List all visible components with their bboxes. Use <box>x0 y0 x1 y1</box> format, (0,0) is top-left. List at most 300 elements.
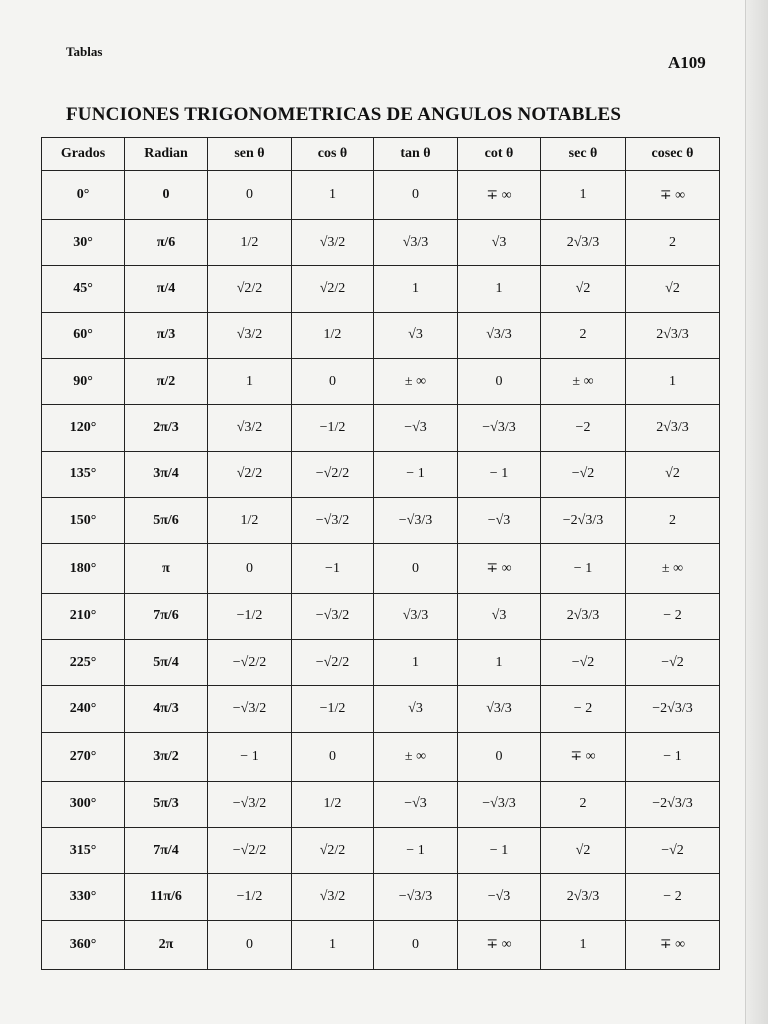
table-row <box>42 732 720 781</box>
cell-value: −√2/2 <box>315 466 350 482</box>
cell-radian <box>125 220 208 266</box>
cell-value: √2 <box>575 842 591 858</box>
table-row <box>42 220 720 266</box>
cell-value: √2 <box>665 466 680 482</box>
cell-tan <box>374 639 458 685</box>
cell-grados <box>42 266 125 312</box>
cell-cosec <box>626 451 720 497</box>
cell-value: −√2/2 <box>315 654 350 670</box>
cell-grados <box>42 359 125 405</box>
cell-value: ∓ ∞ <box>659 937 686 953</box>
cell-value: √2 <box>665 281 680 297</box>
cell-value: 1 <box>329 187 336 203</box>
cell-cosec <box>626 920 720 969</box>
cell-radian <box>125 639 208 685</box>
cell-value: 0 <box>246 187 253 203</box>
header-grados: Grados <box>42 138 125 171</box>
cell-grados <box>42 781 125 827</box>
cell-cot <box>458 920 541 969</box>
cell-value: − 1 <box>406 842 425 858</box>
cell-tan <box>374 405 458 451</box>
cell-grados <box>42 451 125 497</box>
cell-value: −√3/3 <box>398 512 433 528</box>
cell-radian <box>125 686 208 732</box>
table-row <box>42 593 720 639</box>
cell-value: − 2 <box>663 608 682 624</box>
cell-sen <box>208 686 292 732</box>
cell-value: π/2 <box>156 373 176 389</box>
cell-value: −√3 <box>404 796 427 812</box>
table-row <box>42 544 720 593</box>
cell-grados <box>42 874 125 920</box>
cell-radian <box>125 498 208 544</box>
cell-value: 5π/3 <box>153 796 179 812</box>
cell-value: 0 <box>495 373 503 389</box>
table-row <box>42 451 720 497</box>
cell-grados <box>42 498 125 544</box>
cell-sec <box>541 312 626 358</box>
cell-grados <box>42 171 125 220</box>
table-row <box>42 828 720 874</box>
cell-tan <box>374 686 458 732</box>
cell-value: −√3 <box>404 420 427 436</box>
table-row <box>42 312 720 358</box>
cell-cosec <box>626 732 720 781</box>
cell-cosec <box>626 171 720 220</box>
cell-radian <box>125 828 208 874</box>
cell-value: 2√3/3 <box>566 234 600 250</box>
cell-sen <box>208 732 292 781</box>
cell-sen <box>208 498 292 544</box>
cell-sec <box>541 828 626 874</box>
cell-grados <box>42 639 125 685</box>
cell-value: ∓ ∞ <box>570 749 596 765</box>
cell-cosec <box>626 405 720 451</box>
cell-value: √3/2 <box>319 889 346 905</box>
cell-value: √2 <box>575 281 591 297</box>
cell-cot <box>458 686 541 732</box>
cell-sec <box>541 874 626 920</box>
cell-value: −1/2 <box>319 420 346 436</box>
cell-grados <box>42 593 125 639</box>
cell-value: −1/2 <box>236 608 263 624</box>
cell-tan <box>374 312 458 358</box>
cell-value: 0 <box>495 748 503 764</box>
cell-tan <box>374 593 458 639</box>
cell-value: 1 <box>246 373 253 389</box>
cell-value: 360° <box>69 936 97 952</box>
table-row <box>42 498 720 544</box>
cell-cosec <box>626 828 720 874</box>
cell-grados <box>42 220 125 266</box>
cell-sen <box>208 405 292 451</box>
header-radian: Radian <box>125 138 208 171</box>
cell-value: 0 <box>246 936 253 952</box>
page-title: FUNCIONES TRIGONOMETRICAS DE ANGULOS NOTABLES <box>66 104 622 125</box>
cell-value: 210° <box>69 608 97 624</box>
cell-cos <box>292 593 374 639</box>
cell-value: 330° <box>69 889 97 905</box>
cell-radian <box>125 171 208 220</box>
cell-cot <box>458 874 541 920</box>
cell-cos <box>292 171 374 220</box>
cell-value: √3/2 <box>236 327 263 343</box>
cell-value: −√2 <box>661 842 684 858</box>
cell-value: −√3/3 <box>482 796 516 812</box>
cell-sec <box>541 781 626 827</box>
cell-value: 1 <box>495 281 503 297</box>
cell-tan <box>374 544 458 593</box>
table-row <box>42 920 720 969</box>
cell-tan <box>374 220 458 266</box>
cell-value: 270° <box>69 748 97 764</box>
cell-value: 3π/4 <box>153 466 179 482</box>
cell-cos <box>292 266 374 312</box>
cell-cot <box>458 781 541 827</box>
cell-value: 7π/6 <box>153 608 179 624</box>
cell-cot <box>458 405 541 451</box>
cell-value: 0 <box>246 560 253 576</box>
cell-cot <box>458 312 541 358</box>
cell-cos <box>292 639 374 685</box>
cell-value: 60° <box>73 327 93 343</box>
cell-value: −2 <box>575 420 591 436</box>
cell-value: 4π/3 <box>153 700 179 716</box>
cell-cos <box>292 451 374 497</box>
cell-cos <box>292 874 374 920</box>
cell-sen <box>208 920 292 969</box>
cell-tan <box>374 874 458 920</box>
cell-radian <box>125 405 208 451</box>
cell-cot <box>458 359 541 405</box>
header-sec: sec θ <box>541 138 626 171</box>
cell-value: 2√3/3 <box>566 608 600 624</box>
cell-value: 2 <box>579 327 587 343</box>
section-label: Tablas <box>66 44 103 59</box>
cell-cot <box>458 544 541 593</box>
cell-value: 5π/6 <box>153 512 179 528</box>
cell-cosec <box>626 781 720 827</box>
cell-cos <box>292 544 374 593</box>
cell-value: 1 <box>579 187 587 203</box>
cell-value: 240° <box>69 700 97 716</box>
cell-sen <box>208 171 292 220</box>
cell-value: −√2 <box>661 654 684 670</box>
table-row <box>42 171 720 220</box>
cell-radian <box>125 451 208 497</box>
cell-value: 1/2 <box>240 512 259 528</box>
cell-value: − 1 <box>406 466 425 482</box>
cell-value: 1/2 <box>240 234 259 250</box>
cell-sen <box>208 593 292 639</box>
cell-tan <box>374 732 458 781</box>
cell-value: −1/2 <box>236 889 263 905</box>
cell-value: √3/3 <box>486 700 512 716</box>
cell-value: 180° <box>69 560 97 576</box>
cell-value: ± ∞ <box>572 373 594 389</box>
cell-cosec <box>626 593 720 639</box>
cell-cot <box>458 171 541 220</box>
cell-value: 1 <box>495 654 503 670</box>
cell-cosec <box>626 312 720 358</box>
cell-tan <box>374 451 458 497</box>
cell-value: 0 <box>412 936 419 952</box>
cell-cos <box>292 781 374 827</box>
cell-cos <box>292 498 374 544</box>
cell-sec <box>541 593 626 639</box>
cell-value: √3 <box>408 700 423 716</box>
cell-value: ∓ ∞ <box>486 187 512 203</box>
cell-sen <box>208 828 292 874</box>
cell-cot <box>458 732 541 781</box>
cell-cot <box>458 220 541 266</box>
table-row <box>42 405 720 451</box>
cell-value: √3/3 <box>402 234 429 250</box>
cell-value: −√2/2 <box>232 654 267 670</box>
cell-radian <box>125 920 208 969</box>
cell-value: π/6 <box>156 234 176 250</box>
cell-value: 90° <box>73 373 93 389</box>
page-number: A109 <box>668 53 706 72</box>
cell-sec <box>541 266 626 312</box>
cell-value: 1 <box>329 936 336 952</box>
cell-value: 1/2 <box>323 327 342 343</box>
cell-value: −√2 <box>571 654 595 670</box>
cell-sec <box>541 405 626 451</box>
cell-value: 120° <box>69 420 97 436</box>
cell-radian <box>125 781 208 827</box>
header-cos: cos θ <box>292 138 374 171</box>
cell-value: 45° <box>73 281 93 297</box>
cell-sec <box>541 498 626 544</box>
cell-sen <box>208 639 292 685</box>
cell-radian <box>125 874 208 920</box>
cell-cos <box>292 312 374 358</box>
cell-value: ∓ ∞ <box>659 187 686 203</box>
cell-value: 150° <box>69 512 97 528</box>
cell-value: √2/2 <box>319 842 346 858</box>
cell-value: 2√3/3 <box>566 889 600 905</box>
cell-value: 300° <box>69 796 97 812</box>
cell-sec <box>541 171 626 220</box>
cell-value: 2 <box>669 512 676 528</box>
cell-value: 225° <box>69 654 97 670</box>
cell-value: √3/3 <box>402 608 429 624</box>
cell-sec <box>541 359 626 405</box>
cell-value: −√2/2 <box>232 842 267 858</box>
cell-radian <box>125 593 208 639</box>
cell-value: π/4 <box>156 281 176 297</box>
cell-grados <box>42 828 125 874</box>
cell-sec <box>541 639 626 685</box>
cell-value: 3π/2 <box>153 748 179 764</box>
cell-tan <box>374 920 458 969</box>
header-row <box>42 138 720 171</box>
cell-value: −2√3/3 <box>562 512 604 528</box>
cell-value: −√3 <box>487 889 511 905</box>
cell-value: −√3/2 <box>315 512 350 528</box>
cell-value: 5π/4 <box>153 654 179 670</box>
header-cosec: cosec θ <box>626 138 720 171</box>
cell-grados <box>42 686 125 732</box>
cell-value: 135° <box>69 466 97 482</box>
cell-cos <box>292 359 374 405</box>
cell-cosec <box>626 544 720 593</box>
cell-sen <box>208 220 292 266</box>
cell-grados <box>42 920 125 969</box>
cell-value: ± ∞ <box>404 373 427 389</box>
cell-value: −√3/3 <box>398 889 433 905</box>
cell-value: √3 <box>408 327 423 343</box>
header-sen: sen θ <box>208 138 292 171</box>
cell-value: −1/2 <box>319 700 346 716</box>
table-row <box>42 639 720 685</box>
cell-cos <box>292 828 374 874</box>
cell-cot <box>458 593 541 639</box>
cell-value: 0 <box>329 373 336 389</box>
cell-value: −√3/3 <box>482 420 516 436</box>
cell-cos <box>292 920 374 969</box>
cell-sec <box>541 220 626 266</box>
cell-cos <box>292 405 374 451</box>
cell-value: −2√3/3 <box>652 700 693 716</box>
cell-value: − 1 <box>663 748 682 764</box>
cell-cosec <box>626 686 720 732</box>
cell-cos <box>292 220 374 266</box>
cell-tan <box>374 498 458 544</box>
cell-sec <box>541 544 626 593</box>
cell-grados <box>42 312 125 358</box>
cell-grados <box>42 405 125 451</box>
cell-cot <box>458 639 541 685</box>
cell-sec <box>541 686 626 732</box>
cell-radian <box>125 312 208 358</box>
cell-radian <box>125 732 208 781</box>
cell-sec <box>541 732 626 781</box>
cell-cosec <box>626 639 720 685</box>
cell-grados <box>42 732 125 781</box>
table-row <box>42 874 720 920</box>
cell-cosec <box>626 359 720 405</box>
cell-value: −√3/2 <box>232 796 267 812</box>
cell-radian <box>125 359 208 405</box>
cell-cot <box>458 451 541 497</box>
cell-value: 2√3/3 <box>656 327 689 343</box>
cell-cosec <box>626 266 720 312</box>
cell-tan <box>374 828 458 874</box>
cell-sen <box>208 544 292 593</box>
cell-tan <box>374 266 458 312</box>
cell-value: −√3 <box>487 512 511 528</box>
cell-value: 1 <box>412 654 419 670</box>
cell-value: 2 <box>669 234 676 250</box>
cell-value: π <box>162 560 170 576</box>
table-row <box>42 266 720 312</box>
cell-sec <box>541 920 626 969</box>
header-tan: tan θ <box>374 138 458 171</box>
cell-radian <box>125 266 208 312</box>
cell-sen <box>208 874 292 920</box>
cell-value: 2√3/3 <box>656 420 689 436</box>
cell-value: 0 <box>412 560 419 576</box>
cell-value: −√3/2 <box>315 608 350 624</box>
table-body <box>42 171 720 970</box>
cell-value: 0 <box>412 187 419 203</box>
cell-value: 2 <box>579 796 587 812</box>
cell-value: 11π/6 <box>150 889 182 905</box>
cell-value: √3 <box>491 234 507 250</box>
cell-value: 2π/3 <box>153 420 179 436</box>
cell-value: 1 <box>579 936 587 952</box>
cell-cosec <box>626 498 720 544</box>
cell-value: −√3/2 <box>232 700 267 716</box>
cell-tan <box>374 781 458 827</box>
cell-sen <box>208 781 292 827</box>
header-cot: cot θ <box>458 138 541 171</box>
cell-value: 30° <box>73 234 93 250</box>
cell-value: − 2 <box>663 889 682 905</box>
cell-value: √3/3 <box>486 327 512 343</box>
cell-value: 0 <box>329 748 336 764</box>
cell-value: √3/2 <box>319 234 346 250</box>
cell-value: − 1 <box>240 748 259 764</box>
cell-sen <box>208 451 292 497</box>
cell-value: √2/2 <box>319 281 346 297</box>
trig-table <box>41 137 720 970</box>
cell-value: −√2 <box>571 466 595 482</box>
cell-value: √3/2 <box>236 420 263 436</box>
cell-value: −1 <box>325 560 340 576</box>
table-row <box>42 359 720 405</box>
cell-value: 315° <box>69 842 97 858</box>
cell-value: ± ∞ <box>404 748 427 764</box>
cell-value: − 1 <box>573 560 593 576</box>
cell-value: 7π/4 <box>153 842 179 858</box>
cell-cot <box>458 498 541 544</box>
cell-cos <box>292 732 374 781</box>
cell-tan <box>374 359 458 405</box>
cell-value: − 2 <box>573 700 593 716</box>
cell-value: 0° <box>76 187 90 203</box>
cell-value: ∓ ∞ <box>486 937 512 953</box>
cell-sen <box>208 266 292 312</box>
cell-cos <box>292 686 374 732</box>
cell-value: √2/2 <box>236 281 263 297</box>
table-row <box>42 686 720 732</box>
cell-value: 1 <box>412 281 419 297</box>
page-edge <box>745 0 768 1024</box>
cell-cosec <box>626 220 720 266</box>
cell-sen <box>208 359 292 405</box>
cell-value: 1 <box>669 373 676 389</box>
cell-value: √2/2 <box>236 466 263 482</box>
cell-value: − 1 <box>489 466 509 482</box>
table-row <box>42 781 720 827</box>
cell-radian <box>125 544 208 593</box>
cell-sen <box>208 312 292 358</box>
cell-value: ∓ ∞ <box>486 561 512 577</box>
cell-cosec <box>626 874 720 920</box>
cell-value: 2π <box>158 936 174 952</box>
cell-cot <box>458 266 541 312</box>
cell-grados <box>42 544 125 593</box>
cell-tan <box>374 171 458 220</box>
cell-value: − 1 <box>489 842 509 858</box>
cell-value: √3 <box>491 608 507 624</box>
cell-sec <box>541 451 626 497</box>
cell-value: 1/2 <box>323 796 342 812</box>
cell-value: π/3 <box>156 327 176 343</box>
